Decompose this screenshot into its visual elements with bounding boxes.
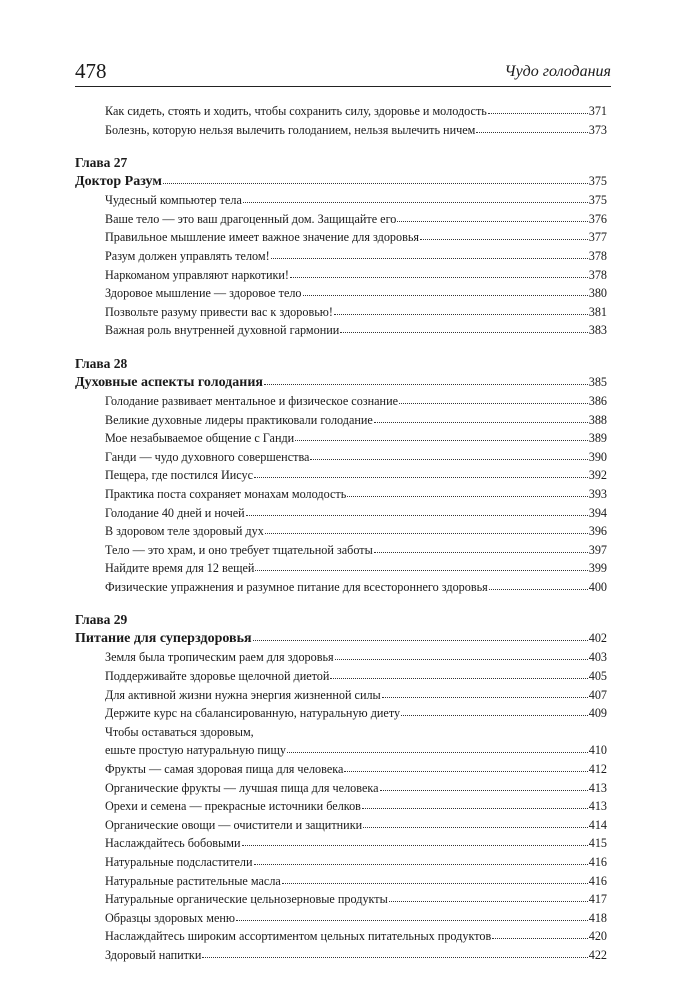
entry-title: Ганди — чудо духовного совершенства bbox=[105, 449, 310, 464]
toc-entry bbox=[75, 284, 607, 303]
dot-leader bbox=[347, 486, 587, 497]
toc-entry bbox=[75, 303, 607, 322]
entry-page-number: 416 bbox=[588, 873, 607, 888]
toc-entry bbox=[75, 686, 607, 705]
dot-leader bbox=[374, 542, 588, 553]
entry-page-number: 389 bbox=[588, 431, 607, 446]
dot-leader bbox=[492, 928, 587, 939]
toc-entry bbox=[75, 909, 607, 928]
dot-leader bbox=[264, 373, 588, 385]
entry-page-number: 420 bbox=[588, 929, 607, 944]
entry-page-number: 377 bbox=[588, 230, 607, 245]
dot-leader bbox=[282, 873, 588, 884]
toc-entry bbox=[75, 247, 607, 266]
entry-title: Практика поста сохраняет монахам молодость bbox=[105, 486, 347, 501]
toc-entry bbox=[75, 890, 607, 909]
dot-leader bbox=[295, 430, 588, 441]
entry-page-number: 416 bbox=[588, 855, 607, 869]
toc-entry bbox=[75, 559, 607, 578]
entry-page-number: 414 bbox=[588, 817, 607, 832]
dot-leader bbox=[253, 629, 588, 641]
entry-title: Натуральные растительные масла bbox=[105, 873, 281, 888]
toc-entry bbox=[75, 210, 607, 229]
dot-leader bbox=[380, 780, 588, 791]
toc-entry bbox=[75, 834, 607, 853]
toc-entry bbox=[75, 504, 607, 523]
toc-entry bbox=[75, 578, 607, 597]
entry-title: Здоровый напитки bbox=[105, 947, 202, 962]
entry-title: Великие духовные лидеры практиковали голодание bbox=[105, 412, 373, 427]
entry-page-number: 422 bbox=[588, 947, 607, 962]
running-header bbox=[75, 60, 611, 87]
entry-title: Как сидеть, стоять и ходить, чтобы сохранить силу, здоровье и молодость bbox=[105, 104, 487, 118]
chapter-title: Доктор Разум bbox=[75, 174, 162, 190]
toc-entry bbox=[75, 927, 607, 946]
dot-leader bbox=[397, 211, 587, 222]
toc-entry bbox=[75, 648, 607, 667]
chapter-section bbox=[75, 611, 607, 964]
entry-page-number: 388 bbox=[588, 412, 607, 427]
entry-page-number: 380 bbox=[588, 286, 607, 301]
entry-page-number: 378 bbox=[588, 267, 607, 282]
entry-page-number: 396 bbox=[588, 524, 607, 539]
toc-entry bbox=[75, 121, 607, 140]
dot-leader bbox=[254, 467, 588, 478]
dot-leader bbox=[310, 449, 587, 460]
entry-page-number: 399 bbox=[588, 561, 607, 576]
toc-entry bbox=[75, 797, 607, 816]
chapter-page-number: 375 bbox=[588, 174, 607, 189]
entry-page-number: 413 bbox=[588, 799, 607, 814]
chapter-label: Глава 28 bbox=[75, 355, 128, 371]
entry-title: Наслаждайтесь широким ассортиментом цельных питательных продуктов bbox=[105, 929, 492, 944]
toc-entry bbox=[75, 723, 607, 742]
entry-title: Держите курс на сбалансированную, натуральную диету bbox=[105, 706, 401, 721]
entry-title: Орехи и семена — прекрасные источники белков bbox=[105, 799, 361, 814]
entry-title: Правильное мышление имеет важное значение для здоровья bbox=[105, 230, 420, 245]
entry-title: Натуральные подсластители bbox=[105, 855, 253, 869]
dot-leader bbox=[374, 412, 588, 423]
entry-title: Ваше тело — это ваш драгоценный дом. Защищайте его bbox=[105, 211, 397, 226]
dot-leader bbox=[401, 705, 588, 716]
entry-title: Чудесный компьютер тела bbox=[105, 193, 242, 208]
entry-title: ешьте простую натуральную пищу bbox=[105, 743, 286, 758]
entry-title: Фрукты — самая здоровая пища для человека bbox=[105, 762, 344, 777]
entry-title: Найдите время для 12 вещей bbox=[105, 561, 255, 576]
entry-page-number: 375 bbox=[588, 193, 607, 208]
entry-title: Органические фрукты — лучшая пища для человека bbox=[105, 780, 379, 795]
entry-page-number: 381 bbox=[588, 304, 607, 319]
dot-leader bbox=[362, 798, 588, 809]
entry-title: Для активной жизни нужна энергия жизненной силы bbox=[105, 687, 381, 702]
entry-page-number: 394 bbox=[588, 505, 607, 520]
dot-leader bbox=[255, 560, 587, 571]
toc-entry bbox=[75, 411, 607, 430]
entry-page-number: 378 bbox=[588, 248, 607, 263]
entry-title: Земля была тропическим раем для здоровья bbox=[105, 650, 334, 665]
chapter-label: Глава 29 bbox=[75, 612, 128, 628]
entry-page-number: 373 bbox=[588, 122, 607, 137]
entry-page-number: 412 bbox=[588, 762, 607, 777]
dot-leader bbox=[399, 393, 588, 404]
toc-entry bbox=[75, 522, 607, 541]
toc-entry bbox=[75, 228, 607, 247]
dot-leader bbox=[340, 322, 587, 333]
chapter-page-number: 402 bbox=[588, 631, 607, 646]
dot-leader bbox=[476, 122, 587, 133]
entry-title: Разум должен управлять телом! bbox=[105, 248, 270, 263]
toc-entry bbox=[75, 816, 607, 835]
entry-title: Мое незабываемое общение с Ганди bbox=[105, 431, 295, 446]
book-title: Чудо голодания bbox=[504, 63, 611, 80]
dot-leader bbox=[265, 523, 588, 534]
entry-title: Натуральные органические цельнозерновые продукты bbox=[105, 892, 388, 907]
entry-title: Чтобы оставаться здоровым, bbox=[105, 724, 254, 739]
entry-page-number: 383 bbox=[588, 323, 607, 338]
chapter-title-row bbox=[75, 629, 607, 648]
chapter-title-row bbox=[75, 373, 607, 392]
entry-page-number: 390 bbox=[588, 449, 607, 464]
entry-page-number: 376 bbox=[588, 211, 607, 226]
entry-page-number: 371 bbox=[588, 104, 607, 118]
dot-leader bbox=[303, 285, 588, 296]
dot-leader bbox=[489, 579, 588, 590]
entry-title: В здоровом теле здоровый дух bbox=[105, 524, 264, 539]
entry-page-number: 400 bbox=[588, 579, 607, 594]
toc-entry bbox=[75, 872, 607, 891]
dot-leader bbox=[287, 742, 588, 753]
dot-leader bbox=[363, 817, 588, 828]
chapter-title: Духовные аспекты голодания bbox=[75, 374, 263, 390]
entry-title: Позвольте разуму привести вас к здоровью! bbox=[105, 304, 333, 319]
dot-leader bbox=[335, 649, 588, 660]
toc-entry bbox=[75, 466, 607, 485]
dot-leader bbox=[254, 854, 588, 865]
toc-entry bbox=[75, 266, 607, 285]
chapter-section bbox=[75, 154, 607, 340]
toc-entry bbox=[75, 448, 607, 467]
entry-page-number: 403 bbox=[588, 650, 607, 665]
toc-entry bbox=[75, 541, 607, 560]
toc-entry bbox=[75, 667, 607, 686]
dot-leader bbox=[488, 103, 588, 114]
toc-entry bbox=[75, 741, 607, 760]
entry-page-number: 405 bbox=[588, 669, 607, 684]
entry-title: Важная роль внутренней духовной гармонии bbox=[105, 323, 340, 338]
entry-title: Голодание развивает ментальное и физическое сознание bbox=[105, 393, 398, 408]
entry-title: Образцы здоровых меню bbox=[105, 910, 235, 925]
toc-entry bbox=[75, 102, 607, 121]
toc-entry bbox=[75, 191, 607, 210]
entry-title: Здоровое мышление — здоровое тело bbox=[105, 286, 302, 301]
toc-entry bbox=[75, 946, 607, 965]
entry-title: Болезнь, которую нельзя вылечить голоданием, нельзя вылечить ничем bbox=[105, 122, 476, 137]
entry-page-number: 407 bbox=[588, 687, 607, 702]
entry-page-number: 415 bbox=[588, 836, 607, 851]
dot-leader bbox=[242, 835, 588, 846]
dot-leader bbox=[290, 267, 588, 278]
table-of-contents bbox=[75, 102, 607, 965]
entry-title: Поддерживайте здоровье щелочной диетой bbox=[105, 669, 330, 684]
entry-page-number: 392 bbox=[588, 468, 607, 483]
entry-page-number: 418 bbox=[588, 910, 607, 925]
entry-page-number: 397 bbox=[588, 542, 607, 557]
entry-page-number: 417 bbox=[588, 892, 607, 907]
entry-title: Наркоманом управляют наркотики! bbox=[105, 267, 289, 282]
dot-leader bbox=[334, 304, 588, 315]
entry-title: Физические упражнения и разумное питание для всестороннего здоровья bbox=[105, 579, 488, 594]
toc-entry bbox=[75, 429, 607, 448]
dot-leader bbox=[271, 248, 588, 259]
dot-leader bbox=[243, 192, 588, 203]
dot-leader bbox=[420, 229, 588, 240]
toc-entry bbox=[75, 392, 607, 411]
toc-entry bbox=[75, 760, 607, 779]
chapter-page-number: 385 bbox=[588, 374, 607, 389]
dot-leader bbox=[202, 947, 587, 958]
chapter-section bbox=[75, 355, 607, 597]
entry-title: Органические овощи — очистители и защитники bbox=[105, 817, 363, 832]
dot-leader bbox=[163, 172, 588, 184]
toc-entry bbox=[75, 321, 607, 340]
toc-entry bbox=[75, 704, 607, 723]
entry-page-number: 413 bbox=[588, 780, 607, 795]
toc-entry bbox=[75, 485, 607, 504]
entry-page-number: 393 bbox=[588, 486, 607, 501]
entry-title: Тело — это храм, и оно требует тщательной заботы bbox=[105, 542, 373, 557]
dot-leader bbox=[330, 668, 587, 679]
chapter-title: Питание для суперздоровья bbox=[75, 631, 252, 647]
dot-leader bbox=[236, 910, 588, 921]
dot-leader bbox=[389, 891, 588, 902]
chapter-title-row bbox=[75, 172, 607, 191]
entry-title: Наслаждайтесь бобовыми bbox=[105, 836, 241, 851]
dot-leader bbox=[382, 687, 588, 698]
entry-page-number: 410 bbox=[588, 743, 607, 758]
toc-entry bbox=[75, 779, 607, 798]
entry-title: Пещера, где постился Иисус bbox=[105, 468, 254, 483]
toc-entry bbox=[75, 853, 607, 872]
dot-leader bbox=[344, 761, 587, 772]
dot-leader bbox=[246, 505, 588, 516]
page-number: 478 bbox=[75, 59, 107, 83]
chapter-label: Глава 27 bbox=[75, 155, 128, 171]
entry-page-number: 386 bbox=[588, 393, 607, 408]
entry-page-number: 409 bbox=[588, 706, 607, 721]
entry-title: Голодание 40 дней и ночей bbox=[105, 505, 245, 520]
